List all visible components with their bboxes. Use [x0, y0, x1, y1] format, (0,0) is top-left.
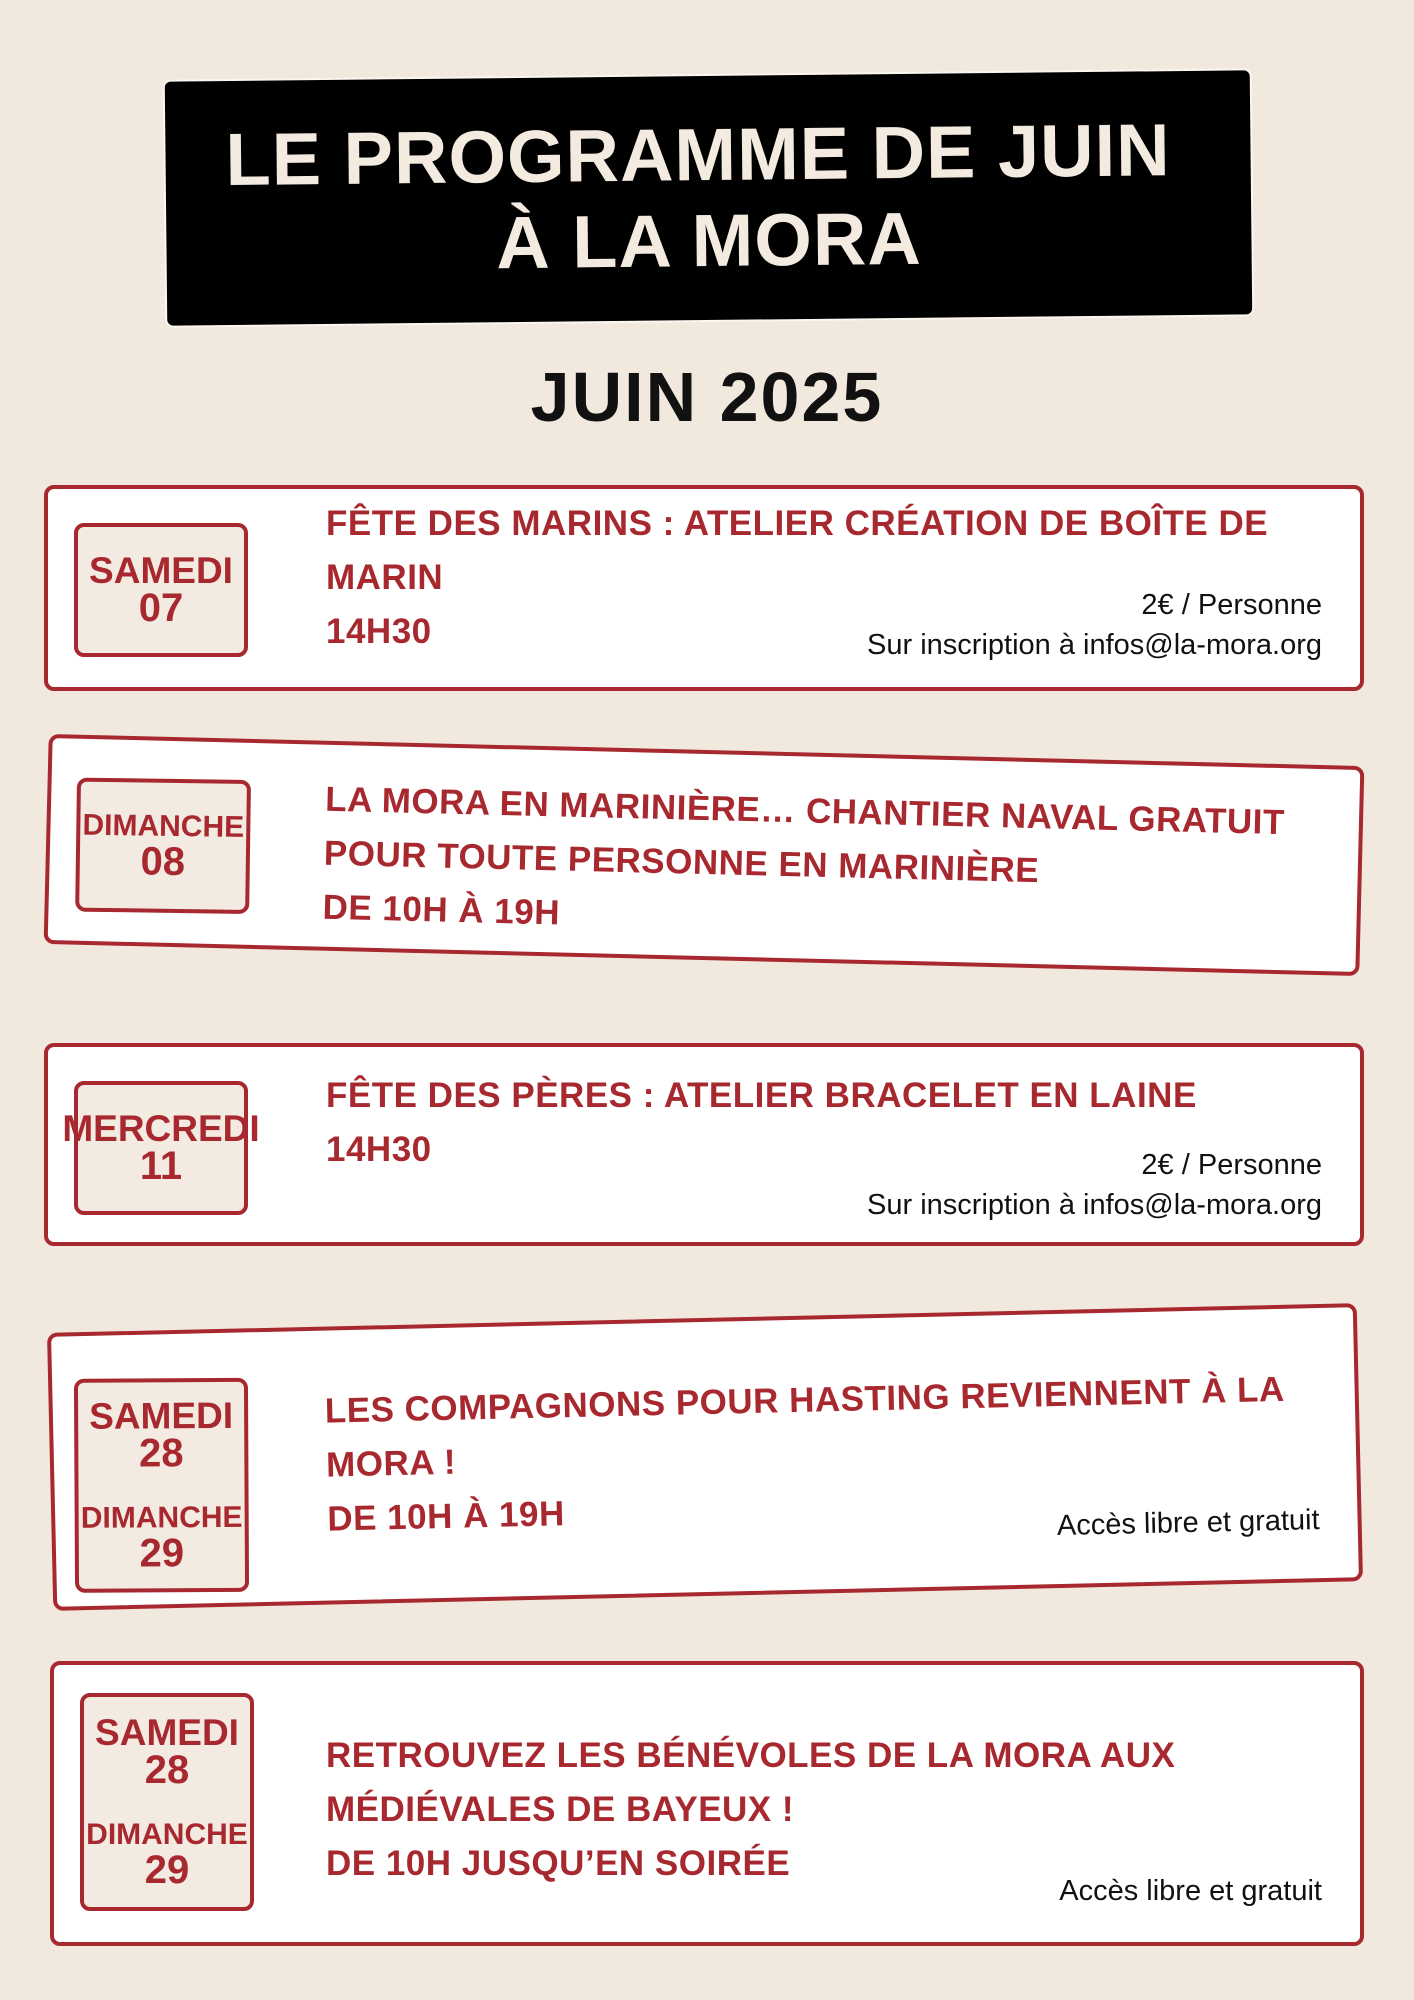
event-card-1: [44, 485, 1364, 691]
event-day-number: 11: [139, 1144, 183, 1188]
event-day: SAMEDI: [89, 1394, 234, 1437]
event-price: 2€ / Personne: [1141, 1149, 1322, 1181]
page-title: [165, 70, 1252, 325]
event-day-number: 08: [140, 839, 186, 885]
event-date-2: [75, 778, 251, 914]
event-date-3: [62, 1081, 260, 1215]
event-day-number: 28: [144, 1748, 190, 1792]
event-title-line: MÉDIÉVALES DE BAYEUX !: [326, 1790, 795, 1829]
event-day-number: 29: [144, 1848, 190, 1892]
event-day: DIMANCHE: [86, 1818, 248, 1851]
event-card-3: [44, 1043, 1364, 1246]
event-time: 14H30: [326, 1130, 432, 1169]
event-day: DIMANCHE: [80, 1500, 243, 1535]
event-day: MERCREDI: [62, 1108, 260, 1149]
event-title-line: FÊTE DES MARINS : ATELIER CRÉATION DE BOÎTE DE: [326, 504, 1269, 543]
event-info: [1056, 1500, 1320, 1546]
event-date-1: [74, 523, 248, 657]
title-line-1: LE PROGRAMME DE JUIN: [225, 108, 1171, 202]
event-time: DE 10H À 19H: [326, 1494, 566, 1539]
event-price: 2€ / Personne: [1141, 589, 1322, 621]
event-title-line: POUR TOUTE PERSONNE EN MARINIÈRE: [323, 833, 1040, 891]
event-day-number: 28: [138, 1431, 184, 1476]
event-title-line: LA MORA EN MARINIÈRE… CHANTIER NAVAL GRATUIT: [324, 779, 1286, 843]
event-title-line: RETROUVEZ LES BÉNÉVOLES DE LA MORA AUX: [326, 1736, 1176, 1775]
event-info: [1059, 1871, 1322, 1911]
event-signup: Sur inscription à infos@la-mora.org: [867, 629, 1322, 661]
title-line-2: À LA MORA: [495, 196, 923, 285]
event-date-4: [74, 1378, 249, 1593]
event-info: [867, 585, 1322, 665]
event-time: DE 10H À 19H: [322, 887, 561, 933]
event-title-line: MORA !: [325, 1442, 457, 1485]
event-time: DE 10H JUSQU’EN SOIRÉE: [326, 1844, 791, 1883]
event-time: 14H30: [326, 612, 432, 651]
event-day: DIMANCHE: [82, 808, 245, 844]
event-info: [867, 1145, 1322, 1225]
event-day: SAMEDI: [89, 550, 233, 591]
event-card-2: [44, 734, 1365, 976]
event-day-number: 29: [139, 1531, 185, 1576]
event-card-5: [50, 1661, 1364, 1946]
event-title: [326, 1729, 1175, 1891]
event-day: SAMEDI: [95, 1712, 239, 1753]
month-heading: JUIN 2025: [530, 358, 884, 436]
event-day-number: 07: [138, 586, 184, 630]
event-date-5: [80, 1693, 254, 1911]
event-title-line: FÊTE DES PÈRES : ATELIER BRACELET EN LAINE: [326, 1076, 1197, 1115]
event-title-line: MARIN: [326, 558, 444, 597]
event-signup: Sur inscription à infos@la-mora.org: [867, 1189, 1322, 1221]
event-title: [322, 773, 1286, 958]
event-title-line: LES COMPAGNONS POUR HASTING REVIENNENT À LA: [324, 1369, 1286, 1431]
event-card-4: [47, 1303, 1363, 1611]
event-access: Accès libre et gratuit: [1056, 1504, 1320, 1543]
event-access: Accès libre et gratuit: [1059, 1875, 1322, 1907]
